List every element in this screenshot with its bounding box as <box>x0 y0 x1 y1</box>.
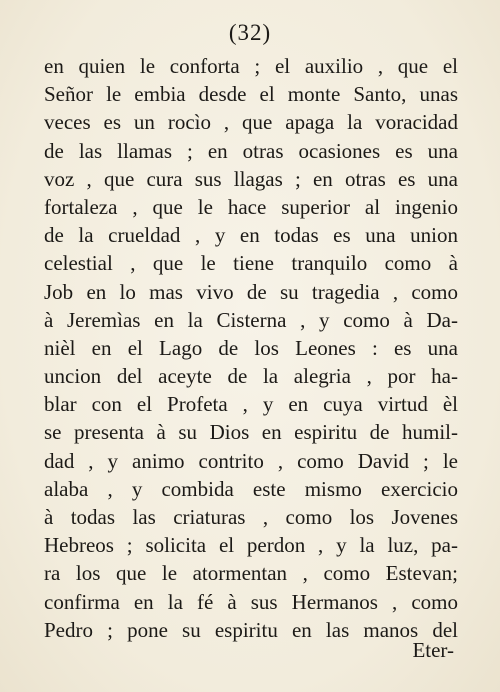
text-line: à todas las criaturas , como los Jovenes <box>44 505 458 529</box>
text-line: Job en lo mas vivo de su tragedia , como <box>44 279 458 304</box>
text-line: veces es un rocìo , que apaga la voracidad <box>44 110 458 135</box>
text-line: voz , que cura sus llagas ; en otras es una <box>44 166 458 191</box>
text-line: Hebreos ; solicita el perdon , y la luz, pa- <box>44 533 458 558</box>
text-line: ra los que le atormentan , como Estevan; <box>44 561 458 586</box>
text-line: de la crueldad , y en todas es una union <box>44 223 458 248</box>
text-line: Pedro ; pone su espiritu en las manos del <box>44 617 458 642</box>
text-line: fortaleza , que le hace superior al ingenio <box>44 194 458 219</box>
page-number: (32) <box>228 20 272 45</box>
text-line: à Jeremìas en la Cisterna , y como à Da- <box>44 307 458 332</box>
text-line: dad , y animo contrito , como David ; le <box>44 448 458 473</box>
text-line: Señor le embia desde el monte Santo, unas <box>44 82 458 107</box>
text-line: celestial , que le tiene tranquilo como à <box>44 251 458 276</box>
text-line: confirma en la fé à sus Hermanos , como <box>44 589 458 614</box>
text-line: en quien le conforta ; el auxilio , que el <box>44 54 458 78</box>
text-line: blar con el Profeta , y en cuya virtud èl <box>44 392 458 417</box>
text-line: alaba , y combida este mismo exercicio <box>44 476 458 501</box>
text-line: de las llamas ; en otras ocasiones es una <box>44 138 458 163</box>
catchword: Eter- <box>412 638 454 662</box>
text-line: se presenta à su Dios en espiritu de humil- <box>44 420 458 445</box>
text-line: nièl en el Lago de los Leones : es una <box>44 335 458 360</box>
text-line: uncion del aceyte de la alegria , por ha- <box>44 364 458 389</box>
body-text <box>44 52 458 644</box>
